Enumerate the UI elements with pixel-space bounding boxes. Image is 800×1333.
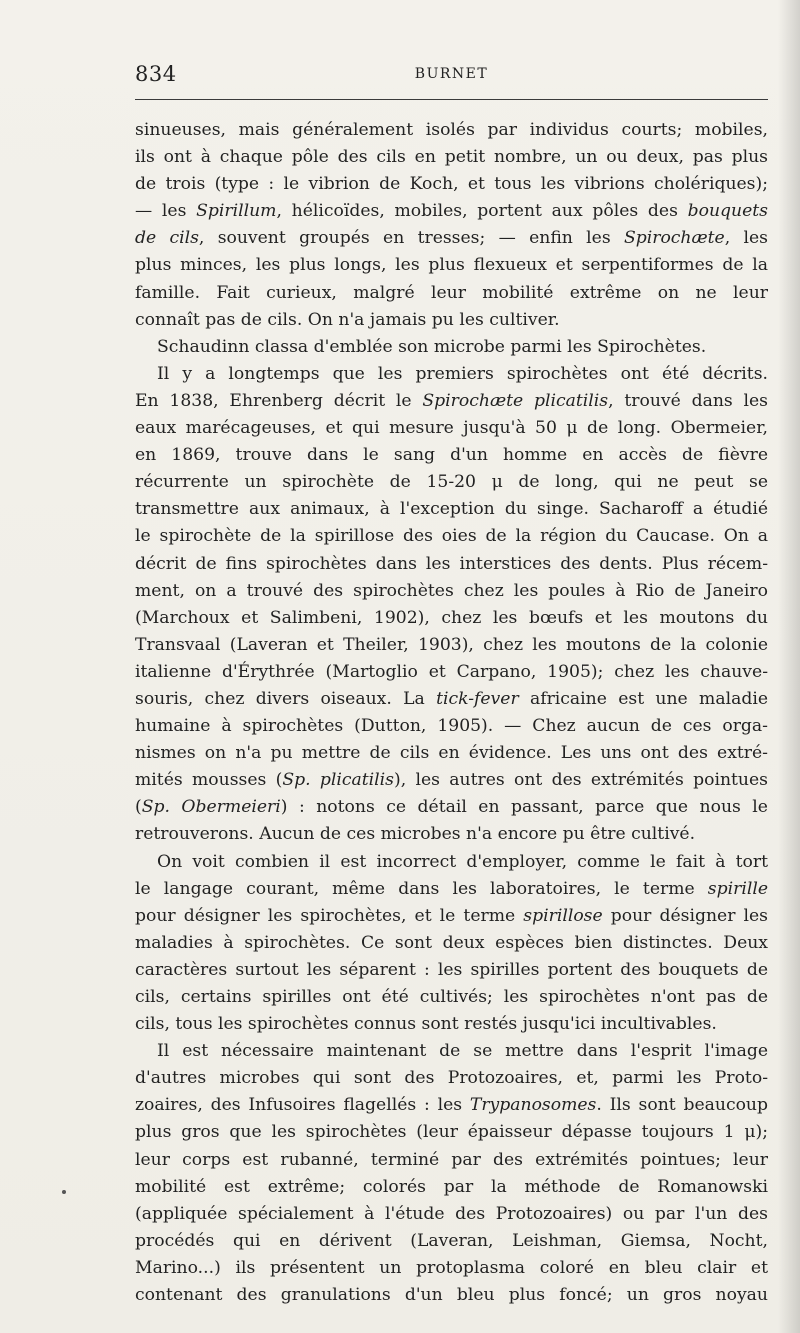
text-segment: récurrente un spirochète de 15-20 μ de long, qui ne peut se xyxy=(135,472,768,493)
text-segment: procédés qui en dérivent (Laveran, Leishman, Giemsa, Nocht, xyxy=(135,1230,768,1251)
text-segment: Il est nécessaire maintenant de se mettre dans l'esprit l'image xyxy=(157,1041,768,1062)
text-line xyxy=(135,442,768,469)
text-line xyxy=(135,957,768,984)
text-segment: — les xyxy=(135,201,197,222)
italic-term: bouquets xyxy=(687,201,768,222)
page-edge-shadow xyxy=(778,0,800,1333)
text-line xyxy=(135,1038,768,1065)
italic-term: tick-fever xyxy=(436,688,519,709)
text-segment: plus minces, les plus longs, les plus flexueux et serpentiformes de la xyxy=(135,255,768,276)
text-segment: décrit de fins spirochètes dans les interstices des dents. Plus récem- xyxy=(135,553,768,574)
text-line xyxy=(135,794,768,821)
text-line xyxy=(135,713,768,740)
italic-term: Spirochæte xyxy=(623,228,725,249)
text-segment: ) : notons ce détail en passant, parce que nous le xyxy=(280,797,768,818)
italic-term: Sp. plicatilis xyxy=(282,770,394,791)
text-line xyxy=(135,1065,768,1092)
text-line xyxy=(135,605,768,632)
text-segment: zoaires, des Infusoires flagellés : les xyxy=(135,1095,470,1116)
text-segment: eaux marécageuses, et qui mesure jusqu'à 50 μ de long. Obermeier, xyxy=(135,418,768,439)
text-line xyxy=(135,171,768,198)
text-line xyxy=(135,1201,768,1228)
text-segment: sinueuses, mais généralement isolés par individus courts; mobiles, xyxy=(135,120,768,140)
page-number: 834 xyxy=(135,62,177,86)
text-segment: (appliquée spécialement à l'étude des Protozoaires) ou par l'un des xyxy=(135,1203,768,1224)
text-segment: nismes on n'a pu mettre de cils en évidence. Les uns ont des extré- xyxy=(135,743,768,764)
text-line xyxy=(135,1228,768,1255)
text-line xyxy=(135,767,768,794)
page-header xyxy=(135,62,768,88)
text-segment: famille. Fait curieux, malgré leur mobilité extrême on ne leur xyxy=(135,282,768,303)
text-line xyxy=(135,1092,768,1119)
text-segment: italienne d'Érythrée (Martoglio et Carpano, 1905); chez les chauve- xyxy=(135,661,768,682)
text-line xyxy=(135,1147,768,1174)
text-segment: . Ils sont beaucoup xyxy=(596,1095,768,1116)
text-segment: pour désigner les spirochètes, et le terme xyxy=(135,905,524,926)
text-segment: ment, on a trouvé des spirochètes chez les poules à Rio de Janeiro xyxy=(135,580,768,601)
text-segment: cils, tous les spirochètes connus sont restés jusqu'ici incultivables. xyxy=(135,1014,717,1035)
text-segment: ), les autres ont des extrémités pointues xyxy=(394,770,768,791)
text-segment: (Marchoux et Salimbeni, 1902), chez les bœufs et les moutons du xyxy=(135,607,768,628)
text-line xyxy=(135,1119,768,1146)
text-segment: , souvent groupés en tresses; — enfin les xyxy=(198,228,624,249)
text-line xyxy=(135,632,768,659)
header-rule xyxy=(135,99,768,100)
italic-term: Spirochæte plicatilis xyxy=(422,390,609,411)
text-segment: contenant des granulations d'un bleu plus foncé; un gros noyau xyxy=(135,1285,768,1306)
text-segment: le langage courant, même dans les laboratoires, le terme xyxy=(135,878,708,899)
margin-mark xyxy=(62,1190,66,1194)
text-line xyxy=(135,334,768,361)
italic-term: Trypanosomes xyxy=(469,1095,597,1116)
text-segment: ( xyxy=(135,797,142,818)
text-segment: cils, certains spirilles ont été cultivés; les spirochètes n'ont pas de xyxy=(135,987,768,1007)
text-line xyxy=(135,117,768,144)
text-line xyxy=(135,280,768,307)
text-segment: connaît pas de cils. On n'a jamais pu les cultiver. xyxy=(135,309,560,330)
text-segment: de trois (type : le vibrion de Koch, et tous les vibrions cholériques); xyxy=(135,174,768,195)
text-line xyxy=(135,415,768,442)
text-segment: , trouvé dans les xyxy=(608,390,768,411)
text-line xyxy=(135,551,768,578)
running-head: BURNET xyxy=(414,66,489,82)
italic-term: de cils xyxy=(135,228,199,249)
text-line xyxy=(135,523,768,550)
text-line xyxy=(135,821,768,848)
text-line xyxy=(135,659,768,686)
text-segment: pour désigner les xyxy=(602,905,768,926)
text-segment: retrouverons. Aucun de ces microbes n'a encore pu être cultivé. xyxy=(135,824,696,845)
text-line xyxy=(135,740,768,767)
text-line xyxy=(135,388,768,415)
text-line xyxy=(135,578,768,605)
text-segment: transmettre aux animaux, à l'exception du singe. Sacharoff a étudié xyxy=(135,499,768,520)
text-segment: mobilité est extrême; colorés par la méthode de Romanowski xyxy=(135,1176,768,1197)
text-segment: ils ont à chaque pôle des cils en petit nombre, un ou deux, pas plus xyxy=(135,147,768,168)
text-segment: le spirochète de la spirillose des oies de la région du Caucase. On a xyxy=(135,526,768,547)
text-line xyxy=(135,686,768,713)
text-segment: Schaudinn classa d'emblée son microbe parmi les Spirochètes. xyxy=(157,336,707,357)
text-line xyxy=(135,1282,768,1309)
italic-term: Sp. Obermeieri xyxy=(141,797,281,818)
text-segment: humaine à spirochètes (Dutton, 1905). — Chez aucun de ces orga- xyxy=(135,716,768,737)
text-line xyxy=(135,876,768,903)
text-line xyxy=(135,225,768,252)
text-line xyxy=(135,930,768,957)
text-line xyxy=(135,903,768,930)
text-line xyxy=(135,469,768,496)
text-line xyxy=(135,496,768,523)
text-segment: d'autres microbes qui sont des Protozoaires, et, parmi les Proto- xyxy=(135,1068,768,1089)
text-segment: leur corps est rubanné, terminé par des extrémités pointues; leur xyxy=(135,1149,768,1170)
text-line xyxy=(135,307,768,334)
italic-term: spirillose xyxy=(523,905,603,926)
text-line xyxy=(135,361,768,388)
text-segment: En 1838, Ehrenberg décrit le xyxy=(135,390,423,411)
text-segment: , hélicoïdes, mobiles, portent aux pôles des xyxy=(276,201,688,222)
text-segment: Transvaal (Laveran et Theiler, 1903), chez les moutons de la colonie xyxy=(135,634,768,655)
text-line xyxy=(135,1174,768,1201)
italic-term: Spirillum xyxy=(196,201,277,222)
text-line xyxy=(135,144,768,171)
text-segment: , les xyxy=(724,228,768,249)
text-segment: Il y a longtemps que les premiers spirochètes ont été décrits. xyxy=(157,363,768,384)
text-line xyxy=(135,252,768,279)
text-segment: On voit combien il est incorrect d'employer, comme le fait à tort xyxy=(157,851,768,872)
text-line xyxy=(135,849,768,876)
text-line xyxy=(135,198,768,225)
text-line xyxy=(135,1011,768,1038)
text-segment: plus gros que les spirochètes (leur épaisseur dépasse toujours 1 μ); xyxy=(135,1122,768,1143)
text-segment: mités mousses ( xyxy=(135,770,283,791)
text-segment: africaine est une maladie xyxy=(518,688,768,709)
italic-term: spirille xyxy=(707,878,768,899)
body-text xyxy=(135,117,768,1309)
text-segment: maladies à spirochètes. Ce sont deux espèces bien distinctes. Deux xyxy=(135,932,768,953)
text-line xyxy=(135,1255,768,1282)
text-line xyxy=(135,984,768,1011)
text-segment: en 1869, trouve dans le sang d'un homme en accès de fièvre xyxy=(135,445,768,466)
text-segment: caractères surtout les séparent : les spirilles portent des bouquets de xyxy=(135,959,768,980)
text-segment: souris, chez divers oiseaux. La xyxy=(135,688,437,709)
text-segment: Marino...) ils présentent un protoplasma coloré en bleu clair et xyxy=(135,1257,768,1278)
